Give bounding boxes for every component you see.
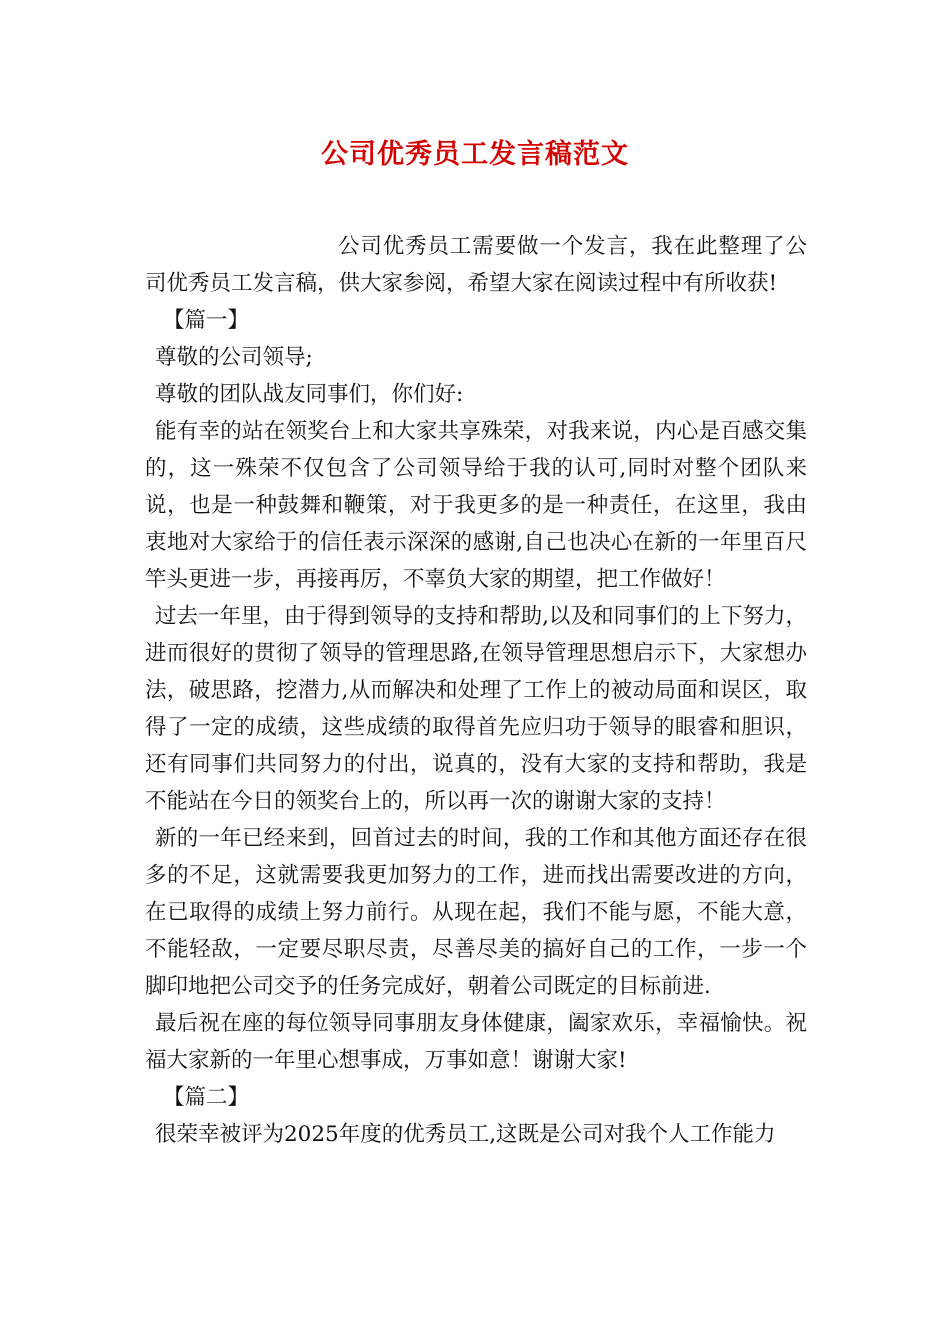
intro-paragraph: 公司优秀员工需要做一个发言，我在此整理了公司优秀员工发言稿，供大家参阅，希望大家在阅读过程中有所收获!: [145, 234, 807, 296]
body-paragraph: 很荣幸被评为2025年度的优秀员工,这既是公司对我个人工作能力: [155, 1122, 776, 1147]
section-heading-1: 【篇一】: [163, 308, 250, 333]
body-paragraph: 新的一年已经来到，回首过去的时间，我的工作和其他方面还存在很多的不足，这就需要我更加努力的工作，进而找出需要改进的方向，在已取得的成绩上努力前行。从现在起，我们不能与愿，不能大意，不能轻敌，一定要尽职尽责，尽善尽美的搞好自己的工作，一步一个脚印地把公司交予的任务完成好，朝着公司既定的目标前进.: [145, 826, 807, 999]
closing-paragraph: 最后祝在座的每位领导同事朋友身体健康，阖家欢乐，幸福愉快。祝福大家新的一年里心想事成，万事如意！谢谢大家!: [145, 1011, 807, 1073]
salutation-leaders: 尊敬的公司领导;: [155, 345, 313, 370]
salutation-colleagues: 尊敬的团队战友同事们，你们好:: [155, 382, 464, 407]
body-paragraph: 能有幸的站在领奖台上和大家共享殊荣，对我来说，内心是百感交集的，这一殊荣不仅包含了公司领导给于我的认可,同时对整个团队来说，也是一种鼓舞和鞭策，对于我更多的是一种责任，在这里，我由衷地对大家给于的信任表示深深的感谢,自己也决心在新的一年里百尺竿头更进一步，再接再厉，不辜负大家的期望，把工作做好！: [145, 419, 807, 592]
document-body: [145, 228, 807, 1153]
section-heading-2: 【篇二】: [163, 1085, 250, 1110]
body-paragraph: 过去一年里，由于得到领导的支持和帮助,以及和同事们的上下努力，进而很好的贯彻了领导的管理思路,在领导管理思想启示下，大家想办法，破思路，挖潜力,从而解决和处理了工作上的被动局面和误区，取得了一定的成绩，这些成绩的取得首先应归功于领导的眼睿和胆识，还有同事们共同努力的付出，说真的，没有大家的支持和帮助，我是不能站在今日的领奖台上的，所以再一次的谢谢大家的支持！: [145, 604, 807, 814]
document-title: 公司优秀员工发言稿范文: [321, 139, 629, 170]
